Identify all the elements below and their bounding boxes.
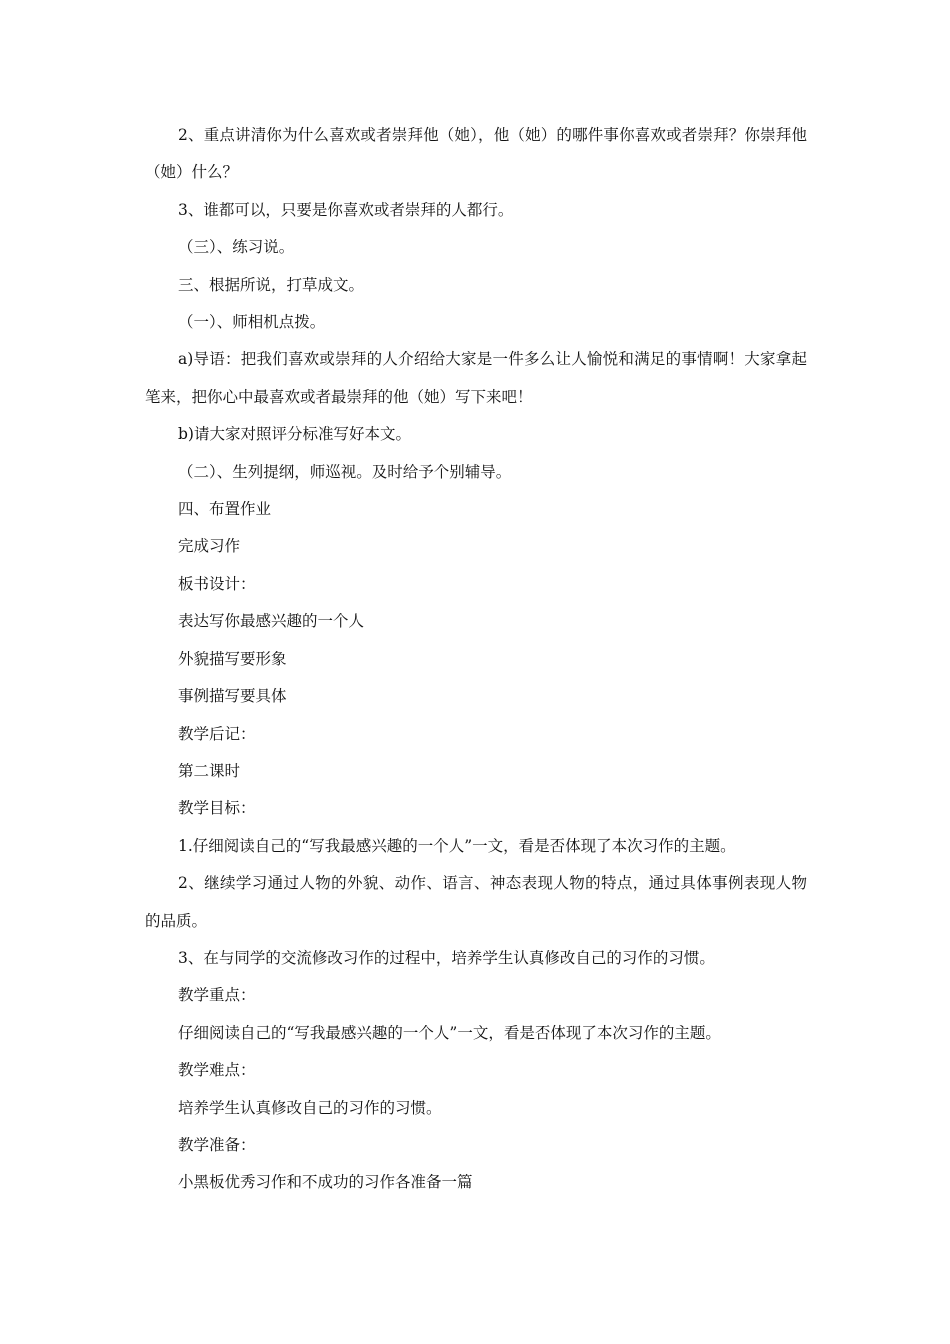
paragraph: 教学重点： [178,986,256,1005]
paragraph: 3、在与同学的交流修改习作的过程中，培养学生认真修改自己的习作的习惯。 [178,948,715,967]
paragraph: 外貌描写要形象 [178,649,287,668]
paragraph: 2、重点讲清你为什么喜欢或者崇拜他（她），他（她）的哪件事你喜欢或者崇拜？你崇拜他（她）什么？ [145,126,807,182]
paragraph: 表达写你最感兴趣的一个人 [178,612,365,631]
document-body [145,117,807,1202]
paragraph: 事例描写要具体 [178,687,287,706]
paragraph: 小黑板优秀习作和不成功的习作各准备一篇 [178,1173,473,1192]
paragraph: （二）、生列提纲，师巡视。及时给予个别辅导。 [178,462,512,481]
paragraph: （三）、练习说。 [178,238,295,257]
paragraph: a)导语：把我们喜欢或崇拜的人介绍给大家是一件多么让人愉悦和满足的事情啊！大家拿起笔来，把你心中最喜欢或者最崇拜的他（她）写下来吧！ [145,350,807,406]
paragraph: 2、继续学习通过人物的外貌、动作、语言、神态表现人物的特点，通过具体事例表现人物的品质。 [145,874,807,930]
paragraph: 教学目标： [178,799,256,818]
paragraph: 培养学生认真修改自己的习作的习惯。 [178,1098,442,1117]
paragraph: 四、布置作业 [178,500,272,519]
paragraph: （一）、师相机点拨。 [178,313,326,332]
paragraph: 教学后记： [178,724,256,743]
paragraph: 1.仔细阅读自己的“写我最感兴趣的一个人”一文，看是否体现了本次习作的主题。 [178,836,736,855]
paragraph: 教学难点： [178,1061,256,1080]
paragraph: 三、根据所说，打草成文。 [178,275,365,294]
paragraph: 板书设计： [178,574,256,593]
paragraph: 教学准备： [178,1135,256,1154]
paragraph: 完成习作 [178,537,241,556]
paragraph: 3、谁都可以，只要是你喜欢或者崇拜的人都行。 [178,200,514,219]
paragraph: b)请大家对照评分标准写好本文。 [178,425,411,444]
paragraph: 第二课时 [178,761,241,780]
paragraph: 仔细阅读自己的“写我最感兴趣的一个人”一文，看是否体现了本次习作的主题。 [178,1023,721,1042]
